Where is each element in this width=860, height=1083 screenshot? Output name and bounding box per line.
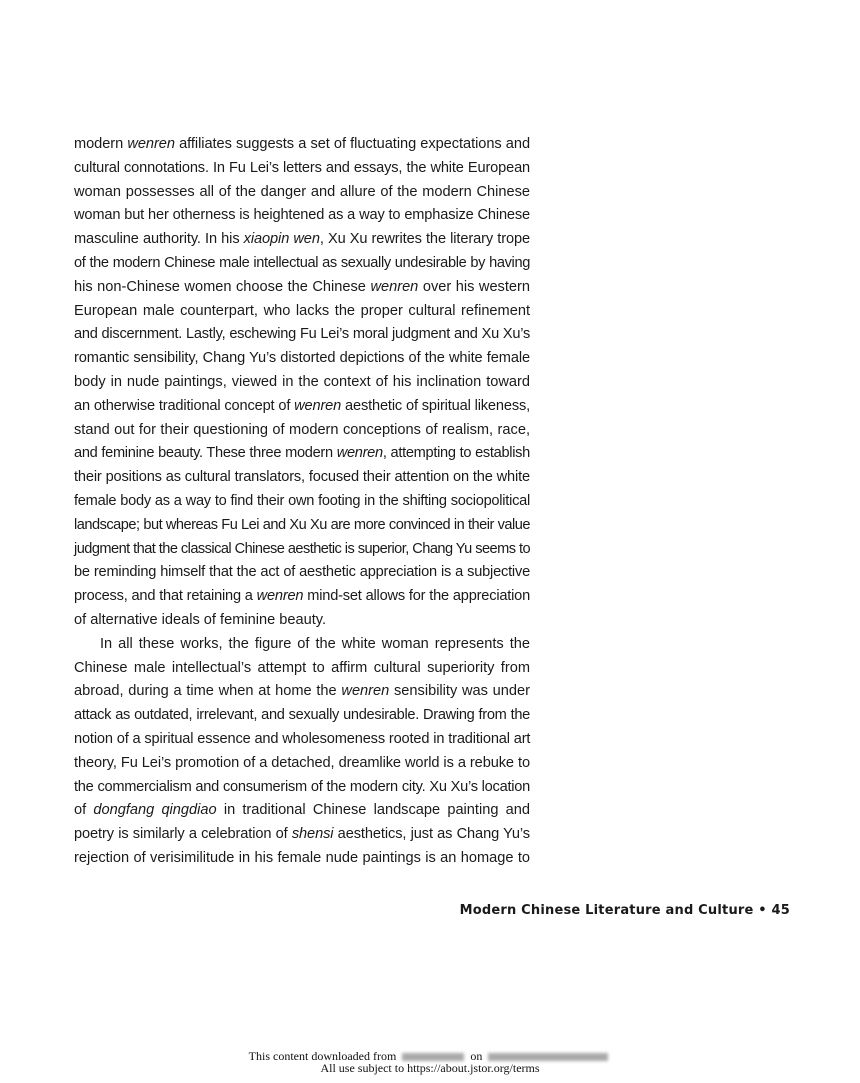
text-line bbox=[74, 228, 530, 252]
text-line bbox=[74, 752, 530, 776]
text-run: of bbox=[74, 802, 94, 819]
text-line bbox=[74, 300, 530, 324]
text-run: female body as a way to find their own footing in the shifting sociopolitical bbox=[74, 492, 530, 509]
terms-notice: All use subject to https://about.jstor.org/terms bbox=[320, 1061, 540, 1075]
text-run: his non-Chinese women choose the Chinese bbox=[74, 278, 371, 295]
text-run: affiliates suggests a set of fluctuating expectations and bbox=[174, 136, 531, 152]
italic-term: wenren bbox=[341, 683, 390, 700]
text-run: in traditional Chinese landscape painting and bbox=[216, 802, 530, 819]
text-run: Chinese male intellectual’s attempt to affirm cultural superiority from bbox=[74, 659, 530, 676]
italic-term: dongfang qingdiao bbox=[93, 802, 217, 819]
text-line bbox=[74, 442, 530, 466]
text-line bbox=[74, 276, 530, 300]
text-run: woman but her otherness is heightened as a way to emphasize Chinese bbox=[74, 207, 530, 224]
italic-term: wenren bbox=[294, 397, 342, 414]
text-run: of alternative ideals of feminine beauty. bbox=[74, 611, 327, 628]
text-run: and feminine beauty. These three modern bbox=[74, 445, 337, 462]
italic-term: xiaopin wen bbox=[243, 231, 320, 248]
text-run: abroad, during a time when at home the bbox=[74, 683, 342, 700]
running-footer-page-number: Modern Chinese Literature and Culture • 45 bbox=[459, 903, 790, 918]
text-run: European male counterpart, who lacks the proper cultural refinement bbox=[74, 302, 530, 319]
text-run: over his western bbox=[418, 278, 531, 295]
text-run: their positions as cultural translators, focused their attention on the white bbox=[74, 469, 530, 486]
text-line bbox=[74, 633, 530, 657]
text-run: judgment that the classical Chinese aesthetic is superior, Chang Yu seems to bbox=[74, 540, 531, 557]
text-line bbox=[74, 204, 530, 228]
text-line bbox=[74, 776, 530, 800]
redacted-date bbox=[488, 1053, 608, 1061]
text-line bbox=[74, 680, 530, 704]
text-line bbox=[74, 514, 530, 538]
text-run: process, and that retaining a bbox=[74, 588, 257, 605]
text-run: of the modern Chinese male intellectual as sexually undesirable by having bbox=[74, 254, 530, 271]
italic-term: wenren bbox=[127, 136, 175, 152]
text-line bbox=[74, 585, 530, 609]
text-line bbox=[74, 823, 530, 847]
text-run: attack as outdated, irrelevant, and sexually undesirable. Drawing from the bbox=[74, 707, 530, 724]
text-run: sensibility was under bbox=[389, 683, 530, 700]
text-line bbox=[74, 728, 530, 752]
text-line bbox=[74, 133, 530, 157]
redacted-ip bbox=[402, 1053, 464, 1061]
text-run: stand out for their questioning of modern conceptions of realism, race, bbox=[74, 421, 530, 438]
text-line bbox=[74, 252, 530, 276]
text-line bbox=[74, 609, 530, 633]
text-line bbox=[74, 466, 530, 490]
text-line bbox=[74, 561, 530, 585]
text-run: mind-set allows for the appreciation bbox=[303, 588, 531, 605]
paragraph bbox=[74, 633, 530, 871]
text-run: , Xu Xu rewrites the literary trope bbox=[319, 231, 531, 248]
text-run: romantic sensibility, Chang Yu’s distorted depictions of the white female bbox=[74, 350, 530, 367]
text-run: aesthetics, just as Chang Yu’s bbox=[333, 826, 530, 843]
text-run: , attempting to establish bbox=[382, 445, 530, 462]
download-on: on bbox=[470, 1049, 483, 1063]
text-run: an otherwise traditional concept of bbox=[74, 397, 295, 414]
text-line bbox=[74, 704, 530, 728]
jstor-notice bbox=[0, 1050, 860, 1074]
italic-term: wenren bbox=[370, 278, 419, 295]
text-run: cultural connotations. In Fu Lei’s letters and essays, the white European bbox=[74, 159, 530, 176]
text-run: be reminding himself that the act of aesthetic appreciation is a subjective bbox=[74, 564, 530, 581]
text-line bbox=[74, 347, 530, 371]
paragraph bbox=[74, 133, 530, 633]
text-run: masculine authority. In his bbox=[74, 231, 244, 248]
text-line bbox=[74, 157, 530, 181]
body-text bbox=[74, 133, 530, 871]
text-line bbox=[74, 419, 530, 443]
text-line bbox=[74, 490, 530, 514]
text-line bbox=[74, 181, 530, 205]
text-line bbox=[74, 538, 530, 562]
text-line bbox=[74, 371, 530, 395]
text-line bbox=[74, 395, 530, 419]
text-line bbox=[74, 847, 530, 871]
text-line bbox=[74, 323, 530, 347]
text-run: poetry is similarly a celebration of bbox=[74, 826, 292, 843]
text-run: theory, Fu Lei’s promotion of a detached, dreamlike world is a rebuke to bbox=[74, 754, 530, 771]
text-run: woman possesses all of the danger and allure of the modern Chinese bbox=[74, 183, 530, 200]
download-prefix: This content downloaded from bbox=[248, 1049, 397, 1063]
text-run: body in nude paintings, viewed in the context of his inclination toward bbox=[74, 373, 530, 390]
text-run: rejection of verisimilitude in his female nude paintings is an homage to bbox=[74, 849, 530, 866]
text-run: modern bbox=[74, 136, 128, 152]
text-run: the commercialism and consumerism of the modern city. Xu Xu’s location bbox=[74, 778, 530, 795]
text-run: In all these works, the figure of the white woman represents the bbox=[100, 635, 530, 652]
download-notice bbox=[0, 1050, 860, 1062]
text-line bbox=[74, 799, 530, 823]
text-run: and discernment. Lastly, eschewing Fu Lei’s moral judgment and Xu Xu’s bbox=[74, 326, 530, 343]
italic-term: wenren bbox=[336, 445, 383, 462]
italic-term: shensi bbox=[291, 826, 334, 843]
text-run: aesthetic of spiritual likeness, bbox=[341, 397, 531, 414]
text-line bbox=[74, 657, 530, 681]
italic-term: wenren bbox=[256, 588, 304, 605]
text-run: notion of a spiritual essence and wholesomeness rooted in traditional art bbox=[74, 730, 531, 747]
text-run: landscape; but whereas Fu Lei and Xu Xu are more convinced in their value bbox=[74, 516, 530, 533]
